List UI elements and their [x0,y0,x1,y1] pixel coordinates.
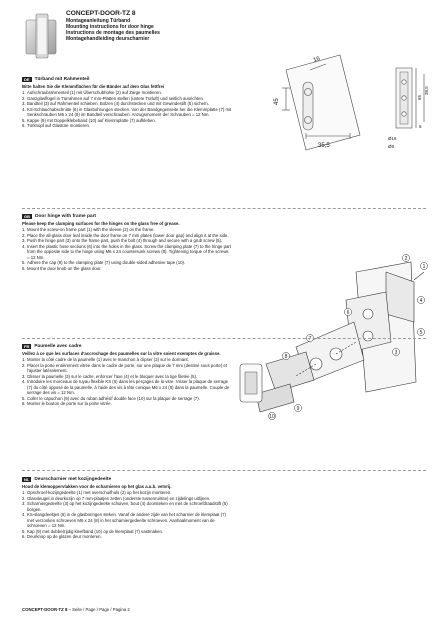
section-fr [22,343,232,406]
section-intro-fr: Veillez à ce que les surfaces d'accrochage des paumelles sur la vitre soient exemptes de graisse. [22,351,221,356]
lang-badge-fr: FR [24,344,30,349]
dim-dia-16: Ø16 [388,136,397,141]
list-item: 1. Monter la côté cadre de la paumelle (1) avec le manchon à clipser (2) sur le dormant. [22,357,189,363]
callout-8: 8 [284,353,288,360]
product-photo [22,10,60,62]
list-item: 3. Bandteil (3) auf Rahmenteil schieben, Bolzen (4) durchstecken und mit Gewindestift (5) sichern. [22,101,209,107]
list-item: 5. Kap (9) met dubbelzijdig kleefband (10) op de klemplaat (7) vastmaken. [22,528,164,534]
list-item: 6. Mount the door knob on the glass door. [22,265,102,271]
callout-7: 7 [308,335,312,342]
list-item: 3. Scharniergedeelte (3) op het kozijngedeelte schuiven, bout (4) doorsteken en met de schroefdraadstift (5) borgen. [22,501,228,512]
list-item: 2. Ganzglasflügel in Türrahmen auf 7 mm-Platten stellen (untere Türluft) und seitlich ausrichten. [22,95,205,101]
section-de [22,76,232,129]
dim-35-5: 35,5 [318,143,330,149]
list-item: 2. Place the all-glass door leaf inside the door frame on 7 mm plates (lower door gap) and align it at the side. [22,232,229,238]
dim-dia-8: Ø8 [388,144,395,149]
lang-badge-nl: NL [24,477,30,482]
list-item: 6. Türknopf auf Glastüre montieren. [22,123,91,129]
list-item: 4. KS-slangdeeltjes (6) in de glasboringen steken. Vanaf de andere zijde van het scharnier de klemplaat (7) met verzonken schroeven M6 x 24 (8) in het scharniergedeelte schroeven. Aanhaalmoment van de schroeven = 12 Nm. [22,512,226,529]
callout-2: 2 [404,255,408,262]
callout-6: 6 [346,309,350,316]
title-de: Montageanleitung Türband [66,18,131,24]
footer-page: – Seite / Page / Page / Pagina 2 [68,607,130,612]
dim-65: 65 [417,94,422,100]
divider [22,470,426,471]
product-name: CONCEPT-DOOR-TZ 8 [66,10,136,17]
exploded-view-drawing [236,252,436,422]
title-fr: Instructions de montage des paumelles [66,30,160,37]
list-item: 2. Placer la porte entièrement vitrée dans le cadre de porte, sur une plaque de 7 mm (destiné sous porte) et l'ajuster latéralement. [22,362,227,374]
list-item: 5. Kappe (9) mit Doppelklebeband (10) auf Klemmplatte (7) aufkleben. [22,117,156,123]
callout-1: 1 [422,263,426,270]
callout-10: 10 [269,413,275,420]
callout-3: 3 [394,349,398,356]
footer [22,607,130,612]
section-title-gb: Door hinge with frame part [35,213,97,219]
list-item: 3. Push the hinge part (3) onto the frame part, push the bolt (4) through and secure with a grub screw (5). [22,238,223,244]
dim-6: 6 [419,124,422,129]
lang-badge-gb: GB [24,214,30,219]
dim-16: 16 [312,55,321,64]
list-item: 6. Deurknop op de glazen deur monteren. [22,534,102,540]
list-item: 1. Mount the screw-on frame part (1) with the sleeve (2) on the frame. [22,227,155,233]
header [66,10,256,42]
section-title-nl: Deurscharnier met kozijngedeelte [34,476,112,482]
dim-38-5: 38,5 [424,86,429,95]
section-title-fr: Paumelle avec cadre [34,343,82,349]
section-gb [22,213,232,271]
list-item: 2. Glasvleugel in deurkozijn op 7 mm-plaatjes zetten (onderste tussenruimte) en zijdelings uitlijnen. [22,495,211,501]
list-item: 4. Introduire les morceaux de tuyau flexible KS (6) dans les perçages de la vitre. Visser la plaque de serrage (7) du côté opposé de la paumelle, à l'aide des vis à tête conique M6 x 24 (8) dans la paumelle. Couple de serrage des vis = 12 Nm. [22,379,230,396]
callout-4: 4 [419,297,423,304]
title-nl: Montagehandleiding deurscharnier [66,36,150,43]
callout-5: 5 [419,329,423,336]
divider [22,208,426,209]
list-item: 5. Adhere the cap (9) to the clamping plate (7) using double-sided adhesive tape (10). [22,260,186,266]
list-item: 1. Aufschraubrahmenteil (1) mit Überschubhülse (2) auf Zarge montieren. [22,90,162,96]
list-item: 4. KS-Schlauchabschnitte (6) in Glasbohrungen stecken. Von der Bandgegenseite her die Klemmplatte (7) mit Senkschrauben M6 x 24 (8) im Bandteil verschrauben. Anzugsmoment der Schrauben = 12 Nm. [22,106,232,118]
section-nl [22,476,232,539]
dim-45: 45 [274,98,280,105]
list-item: 1. Opschroef-kozijngedeelte (1) met overschuifhuls (2) op het kozijn monteren. [22,490,172,496]
list-item: 6. Monter le bouton de porte sur la porte vitrée. [22,401,112,407]
title-en: Mounting instructions for door hinge [66,24,154,31]
section-intro-nl: Houd de klemoppervlakken voor de scharnieren op het glas a.u.b. vetvrij. [22,484,172,489]
lang-badge-de: DE [24,77,30,82]
section-intro-de: Bitte halten Sie die Klemmflächen für die Bänder auf dem Glas fettfrei [22,84,165,89]
list-item: 4. Insert the plastic hose sections (6) into the holes in the glass. Screw the clamping plate (7) to the hinge part from the opposite side to the hinge using M6 x 24 countersunk screws (8). Tightening torque of the screws = 12 Nm. [22,243,231,260]
callout-9: 9 [296,405,300,412]
list-item: 5. Coller le capuchon (9) avec du ruban adhésif double face (10) sur la plaque de serrage (7). [22,395,200,401]
section-intro-gb: Please keep the clamping surfaces for the hinges on the glass free of grease. [22,221,180,226]
dimension-drawing [248,40,438,155]
footer-product: CONCEPT-DOOR-TZ 8 [22,607,68,612]
divider [22,338,426,339]
section-title-de: Türband mit Rahmenteil [34,76,90,82]
list-item: 3. Glisser la paumelle (3) sur le cadre, enfoncer l'axe (4) et le bloquer avec la tige filetée (5). [22,373,198,379]
